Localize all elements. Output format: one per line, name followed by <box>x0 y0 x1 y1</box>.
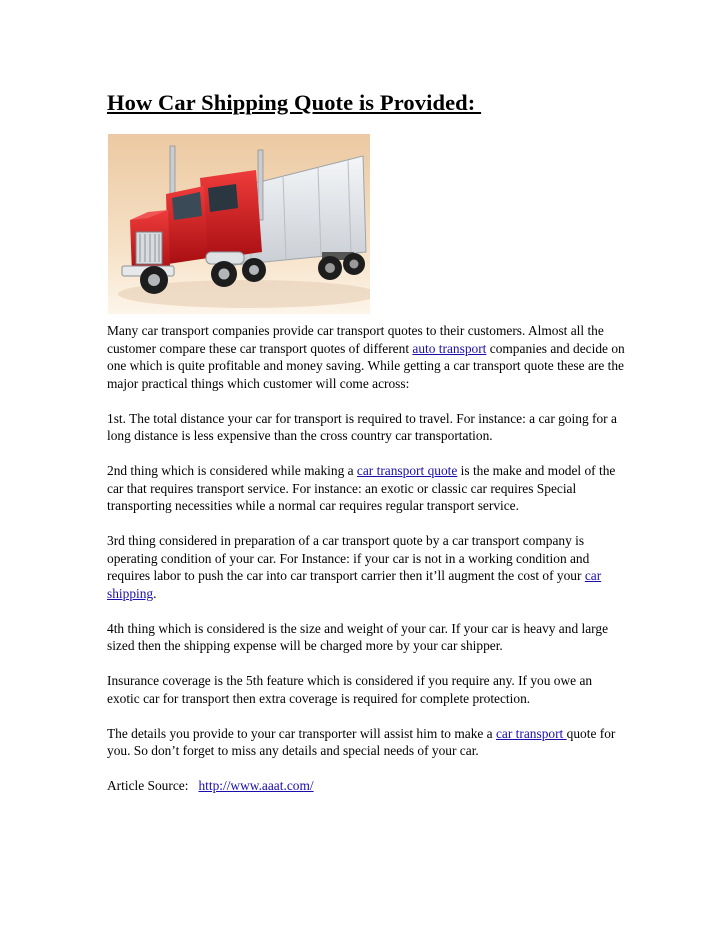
page-title: How Car Shipping Quote is Provided: <box>107 90 482 115</box>
auto-transport-link[interactable]: auto transport <box>412 340 487 356</box>
paragraph-text: 3rd thing considered in preparation of a car transport quote by a car transport company is operating condition of your car. For Instance: if your car is not in a working condition and requires labor to push the car into car transport carrier then it’ll augment the cost of your <box>107 533 590 583</box>
paragraph-intro <box>107 322 627 392</box>
paragraph-3rd <box>107 532 627 602</box>
car-shipping-link[interactable]: car shipping <box>107 568 602 601</box>
paragraph-4th <box>107 620 627 655</box>
paragraph-text: 1st. The total distance your car for transport is required to travel. For instance: a car going for a long distance is less expensive than the cross country car transportation. <box>107 410 617 443</box>
paragraph-text: Many car transport companies provide car transport quotes to their customers. Almost all the customer compare these car transport quotes of different <box>107 323 604 356</box>
paragraph-text: Insurance coverage is the 5th feature which is considered if you require any. If you owe an exotic car for transport then extra coverage is required for complete protection. <box>107 673 593 706</box>
paragraph-1st <box>107 410 627 445</box>
truck-image <box>108 134 370 314</box>
paragraph-text: companies and decide on one which is quite profitable and money saving. While getting a car transport quote these are the major practical things which customer will come across: <box>107 340 625 391</box>
paragraph-text: The details you provide to your car transporter will assist him to make a <box>107 725 496 741</box>
paragraph-text: quote for you. So don’t forget to miss any details and special needs of your car. <box>107 725 616 758</box>
paragraph-text: 4th thing which is considered is the size and weight of your car. If your car is heavy and large sized then the shipping expense will be charged more by your car shipper. <box>107 620 609 653</box>
car-transport-quote-link[interactable]: car transport quote <box>356 463 458 478</box>
article-body <box>107 322 627 812</box>
source-url-link[interactable]: http://www.aaat.com/ <box>198 778 314 793</box>
paragraph-text: 2nd thing which is considered while making a <box>107 463 357 478</box>
source-label: Article Source: <box>107 778 189 793</box>
paragraph-text: . <box>153 585 157 601</box>
paragraph-2nd <box>107 462 627 515</box>
paragraph-details <box>107 725 627 760</box>
article-source <box>107 777 627 795</box>
paragraph-text: is the make and model of the car that requires transport service. For instance: an exotic or classic car requires Special transporting necessities while a normal car requires regular transport service. <box>107 463 616 513</box>
paragraph-insurance <box>107 672 627 707</box>
car-transport-link[interactable]: car transport <box>495 725 567 741</box>
truck-illustration <box>108 134 370 314</box>
